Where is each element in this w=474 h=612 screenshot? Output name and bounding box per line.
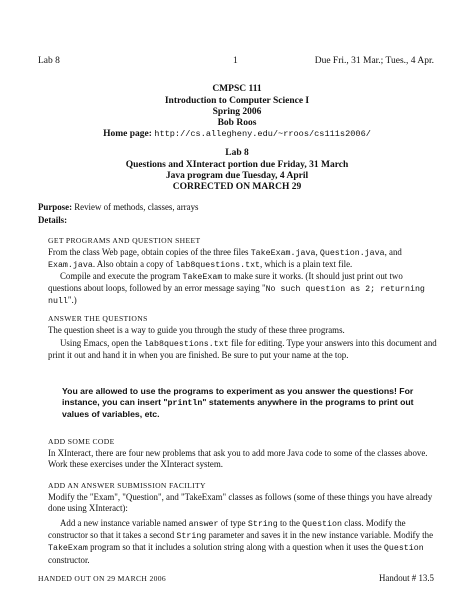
section-heading-answer-questions: ANSWER THE QUESTIONS (48, 314, 148, 323)
answer-submission-paragraph-2: Add a new instance variable named answer of type String to the Question class. Modify the constructor so that it takes a second String parameter and saves it in the new instance variable. Modify the TakeExam program so that it includes a solution string along with a question when it uses the Question constructor. (48, 518, 434, 565)
experiment-note: You are allowed to use the programs to experiment as you answer the questions! For instance, you can insert "println" statements anywhere in the programs to print out values of variables, etc. (62, 386, 414, 420)
file-exam: Exam.java (48, 261, 93, 271)
program-takeexam: TakeExam (182, 273, 223, 282)
type-string: String (247, 520, 278, 529)
header-page-number: 1 (233, 56, 238, 66)
file-question: Question.java (319, 249, 385, 258)
details-label: Details: (38, 215, 68, 225)
println-code: println (167, 399, 203, 409)
class-question: Question (302, 520, 342, 529)
program-takeexam-2: TakeExam (48, 544, 88, 554)
ctor-question: Question (383, 544, 424, 554)
answer-questions-paragraph-2: Using Emacs, open the lab8questions.txt file for editing. Type your answers into this document and print it out and hand it in when you are finished. Be sure to put your name at the top. (48, 338, 437, 361)
purpose-line (38, 202, 198, 213)
answer-submission-paragraph-1: Modify the "Exam", "Question", and "TakeExam" classes as follows (some of these things you have already done using XInteract): (48, 492, 433, 514)
section-heading-answer-submission: ADD AN ANSWER SUBMISSION FACILITY (48, 481, 206, 490)
due-line-2: Java program due Tuesday, 4 April (165, 171, 309, 181)
file-lab8questions: lab8questions.txt (175, 261, 261, 271)
lab-number: Lab 8 (225, 148, 249, 158)
section-heading-get-programs: GET PROGRAMS AND QUESTION SHEET (48, 236, 201, 245)
header-left: Lab 8 (38, 56, 60, 66)
get-programs-paragraph-1: From the class Web page, obtain copies of the three files TakeExam.java, Question.java, and Exam.java. Also obtain a copy of lab8questions.txt, which is a plain text file. (48, 247, 402, 271)
purpose-label: Purpose: (38, 202, 73, 212)
section-heading-add-code: ADD SOME CODE (48, 437, 115, 446)
corrected-line: CORRECTED ON MARCH 29 (172, 182, 302, 192)
course-name: Introduction to Computer Science I (164, 96, 310, 106)
get-programs-paragraph-2: Compile and execute the program TakeExam to make sure it works. (It should just print out two questions about loops, followed by an error message saying "No such question as 2; returning null".) (48, 271, 425, 307)
var-answer: answer (188, 520, 219, 529)
footer-handed-out: HANDED OUT ON 29 MARCH 2006 (38, 574, 167, 583)
instructor: Bob Roos (217, 118, 257, 128)
homepage-label: Home page: (103, 129, 152, 139)
term: Spring 2006 (212, 107, 262, 117)
purpose-text: Review of methods, classes, arrays (74, 202, 199, 212)
header-right: Due Fri., 31 Mar.; Tues., 4 Apr. (314, 56, 434, 66)
error-message: No such question as 2; returning null (48, 285, 425, 307)
file-lab8questions-2: lab8questions.txt (144, 340, 229, 349)
file-takeexam: TakeExam.java (250, 249, 316, 258)
homepage-line (0, 129, 474, 141)
footer-handout-number: Handout # 13.5 (379, 573, 434, 583)
due-line-1: Questions and XInteract portion due Friday, 31 March (125, 160, 349, 170)
add-code-paragraph: In XInteract, there are four new problems that ask you to add more Java code to some of the classes above. Work these exercises under the XInteract system. (48, 448, 428, 470)
homepage-link[interactable]: http://cs.allegheny.edu/~rroos/cs111s2006/ (154, 129, 371, 139)
course-code: CMPSC 111 (212, 84, 262, 94)
type-string-2: String (176, 532, 207, 542)
answer-questions-paragraph-1: The question sheet is a way to guide you through the study of these three programs. (48, 325, 345, 335)
